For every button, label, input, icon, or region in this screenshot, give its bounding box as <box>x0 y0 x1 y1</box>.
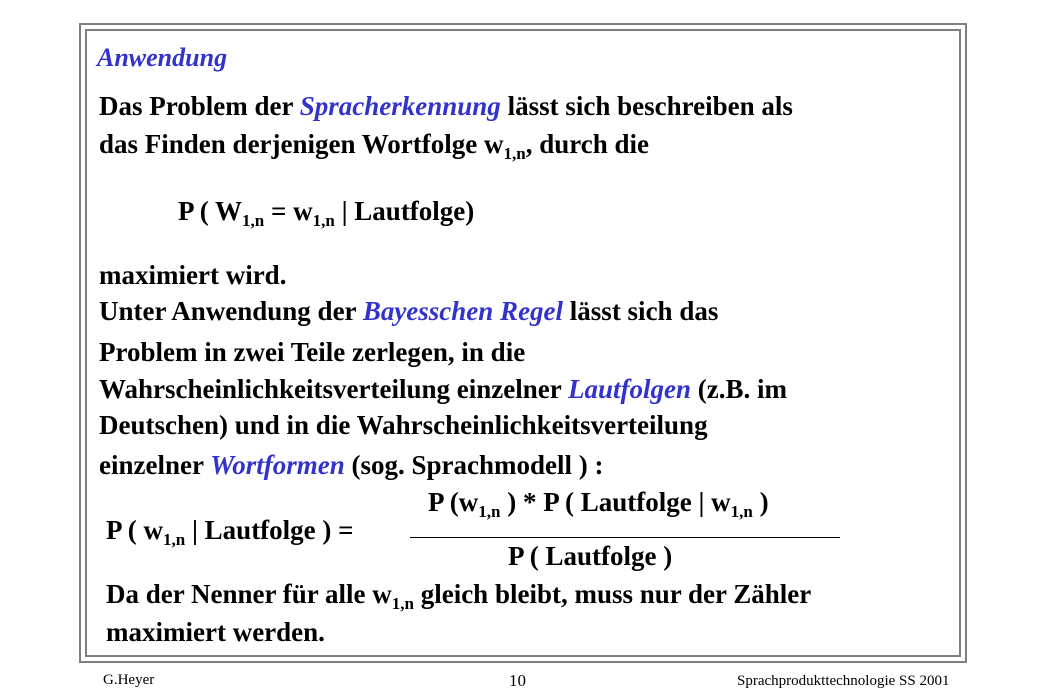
term-spracherkennung: Spracherkennung <box>299 91 501 121</box>
formula-1: P ( $W_{1,n} = w_{1,n}$ | Lautfolge) <box>178 196 475 230</box>
para2-line4: Wahrscheinlichkeitsverteilung einzelner Lautfolgen (z.B. im <box>99 374 787 404</box>
para2-line3: Problem in zwei Teile zerlegen, in die <box>99 337 526 367</box>
para2-line5: Deutschen) und in die Wahrscheinlichkeitsverteilung <box>99 410 708 440</box>
formula-2-denominator: P ( Lautfolge ) <box>508 541 673 571</box>
footer-author: G.Heyer <box>103 672 155 688</box>
para1-line2: das Finden derjenigen Wortfolge $w_{1,n}$, durch die <box>99 129 649 163</box>
term-lautfolgen: Lautfolgen <box>567 374 691 404</box>
formula-2-numerator: P ($w_{1,n}$ ) * P ( Lautfolge | $w_{1,n}$ ) <box>428 487 769 521</box>
term-wortformen: Wortformen <box>210 450 345 480</box>
para2-line1: maximiert wird. <box>99 260 287 290</box>
slide-heading: Anwendung <box>97 43 228 72</box>
para2-line2: Unter Anwendung der Bayesschen Regel lässt sich das <box>99 296 719 326</box>
fraction-bar <box>410 537 840 538</box>
para1-line1: Das Problem der Spracherkennung lässt sich beschreiben als <box>99 91 793 121</box>
footer-page-number: 10 <box>509 671 526 690</box>
para2-line6: einzelner Wortformen (sog. Sprachmodell ) : <box>99 450 604 480</box>
term-bayessche-regel: Bayesschen Regel <box>362 296 564 326</box>
para3-line1: Da der Nenner für alle $w_{1,n}$ gleich bleibt, muss nur der Zähler <box>106 579 812 613</box>
footer-course: Sprachprodukttechnologie SS 2001 <box>737 673 950 689</box>
formula-2-lhs: P ( $w_{1,n}$ | Lautfolge ) = <box>106 515 354 549</box>
para3-line2: maximiert werden. <box>106 617 325 647</box>
